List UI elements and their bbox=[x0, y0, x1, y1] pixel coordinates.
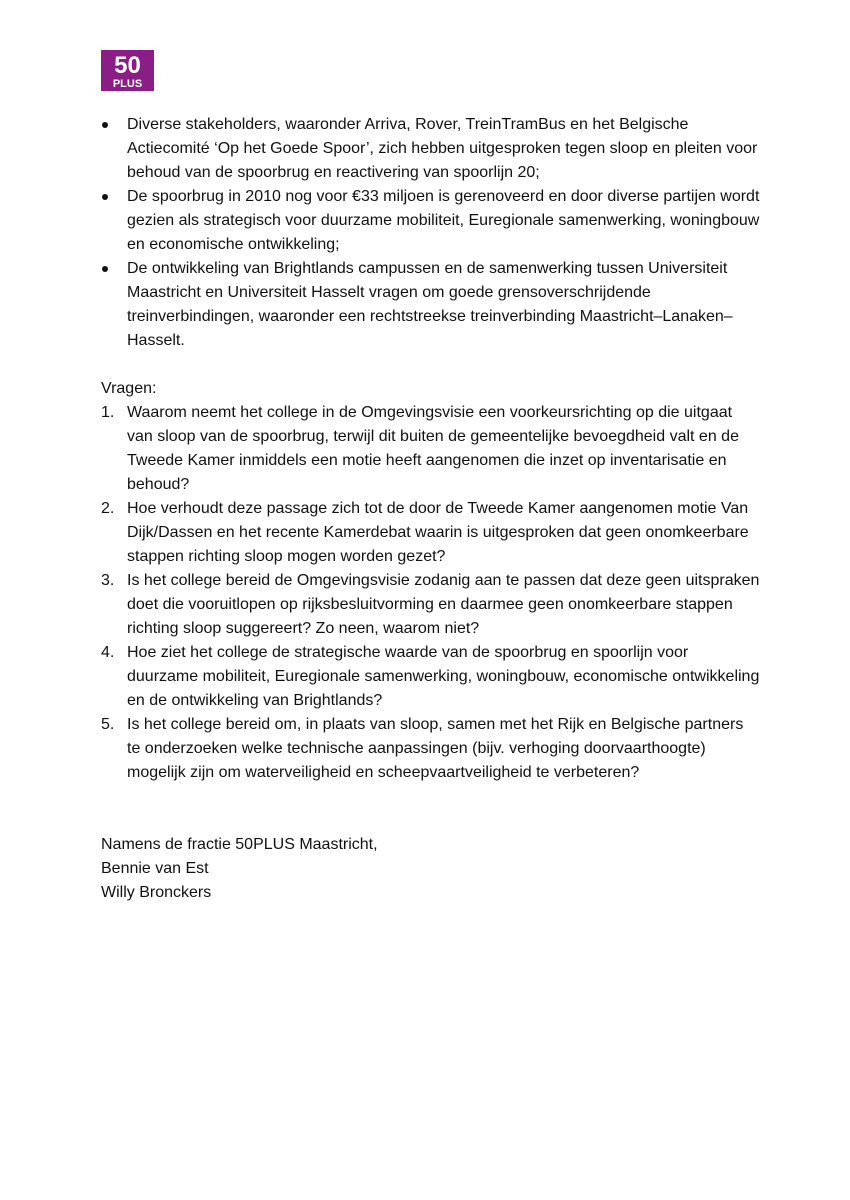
question-item bbox=[101, 641, 761, 713]
bullet-icon bbox=[102, 194, 108, 200]
signature-line: Namens de fractie 50PLUS Maastricht, bbox=[101, 836, 378, 853]
question-item bbox=[101, 713, 761, 785]
question-number: 2. bbox=[101, 500, 115, 517]
signature-name: Bennie van Est bbox=[101, 860, 209, 877]
bullet-item bbox=[101, 113, 761, 185]
bullet-text: De ontwikkeling van Brightlands campussen en de samenwerking tussen Universiteit Maastricht en Universiteit Hasselt vragen om goede grensoverschrijdende treinverbindingen, waaronder een rechtstreekse treinverbinding Maastricht–Lanaken–Hasselt. bbox=[127, 260, 733, 349]
question-number: 1. bbox=[101, 404, 115, 421]
bullet-item bbox=[101, 185, 761, 257]
question-number: 4. bbox=[101, 644, 115, 661]
question-item bbox=[101, 401, 761, 497]
document-body bbox=[101, 113, 761, 905]
signature-block bbox=[101, 833, 761, 905]
question-text: Is het college bereid om, in plaats van sloop, samen met het Rijk en Belgische partners te onderzoeken welke technische aanpassingen (bijv. verhoging doorvaarthoogte) mogelijk zijn om waterveiligheid en scheepvaartveiligheid te verbeteren? bbox=[127, 716, 744, 781]
bullet-icon bbox=[102, 122, 108, 128]
question-text: Is het college bereid de Omgevingsvisie zodanig aan te passen dat deze geen uitspraken doet die vooruitlopen op rijksbesluitvorming en daarmee geen onomkeerbare stappen richting sloop suggereert? Zo neen, waarom niet? bbox=[127, 572, 760, 637]
bullet-text: Diverse stakeholders, waaronder Arriva, Rover, TreinTramBus en het Belgische Actiecomité ‘Op het Goede Spoor’, zich hebben uitgesproken tegen sloop en pleiten voor behoud van de spoorbrug en reactivering van spoorlijn 20; bbox=[127, 116, 758, 181]
bullet-item bbox=[101, 257, 761, 353]
logo-bottom-text: PLUS bbox=[112, 78, 143, 90]
signature-name: Willy Bronckers bbox=[101, 884, 212, 901]
logo-top-text: 50 bbox=[114, 52, 141, 79]
question-number: 3. bbox=[101, 572, 115, 589]
question-item bbox=[101, 497, 761, 569]
bullet-list bbox=[101, 113, 761, 353]
question-list bbox=[101, 401, 761, 785]
questions-heading: Vragen: bbox=[101, 380, 157, 397]
50plus-logo bbox=[101, 50, 154, 91]
question-number: 5. bbox=[101, 716, 115, 733]
question-text: Hoe verhoudt deze passage zich tot de door de Tweede Kamer aangenomen motie Van Dijk/Dassen en het recente Kamerdebat waarin is uitgesproken dat geen onomkeerbare stappen richting sloop mogen worden gezet? bbox=[127, 500, 749, 565]
bullet-icon bbox=[102, 266, 108, 272]
question-item bbox=[101, 569, 761, 641]
bullet-text: De spoorbrug in 2010 nog voor €33 miljoen is gerenoveerd en door diverse partijen wordt gezien als strategisch voor duurzame mobiliteit, Euregionale samenwerking, woningbouw en economische ontwikkeling; bbox=[127, 188, 760, 253]
question-text: Waarom neemt het college in de Omgevingsvisie een voorkeursrichting op die uitgaat van sloop van de spoorbrug, terwijl dit buiten de gemeentelijke bevoegdheid valt en de Tweede Kamer inmiddels een motie heeft aangenomen die inzet op inventarisatie en behoud? bbox=[127, 404, 739, 493]
question-text: Hoe ziet het college de strategische waarde van de spoorbrug en spoorlijn voor duurzame mobiliteit, Euregionale samenwerking, woningbouw, economische ontwikkeling en de ontwikkeling van Brightlands? bbox=[127, 644, 760, 709]
